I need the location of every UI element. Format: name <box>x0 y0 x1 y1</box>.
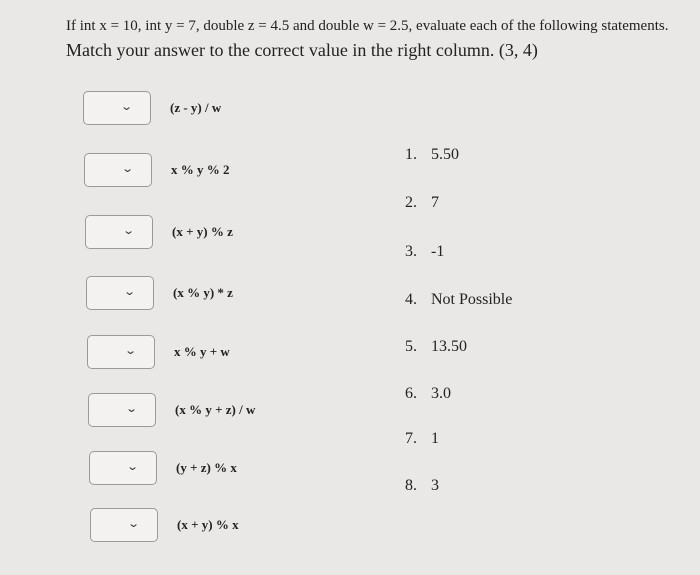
statement-expression: (x + y) % z <box>172 224 233 239</box>
option-value: Not Possible <box>431 291 513 308</box>
answer-dropdown[interactable] <box>90 508 158 542</box>
match-row <box>85 214 233 250</box>
statement-expression: (x % y + z) / w <box>175 402 256 417</box>
option-number: 2. <box>405 194 417 211</box>
option-value: -1 <box>431 243 445 260</box>
option-value: 1 <box>431 430 439 447</box>
answer-dropdown[interactable] <box>89 451 157 485</box>
option-number: 8. <box>405 477 417 494</box>
option-value: 7 <box>431 194 439 211</box>
question-line-2: Match your answer to the correct value in the right column. (3, 4) <box>66 40 538 60</box>
answer-dropdown[interactable] <box>86 276 154 310</box>
chevron-down-icon: ⌄ <box>121 163 135 175</box>
answer-dropdown[interactable] <box>88 393 156 427</box>
match-row <box>83 90 221 126</box>
statement-expression: (x % y) * z <box>173 285 233 300</box>
option-value: 3.0 <box>431 385 451 402</box>
option-value: 5.50 <box>431 146 459 163</box>
answer-option <box>405 243 444 261</box>
answer-option <box>405 291 512 309</box>
answer-option <box>405 146 459 164</box>
chevron-down-icon: ⌄ <box>120 101 134 113</box>
question-line-1: If int x = 10, int y = 7, double z = 4.5 and double w = 2.5, evaluate each of the following statements. <box>66 18 669 34</box>
statement-expression: x % y + w <box>174 344 230 359</box>
answer-option <box>405 194 439 212</box>
answer-option <box>405 385 451 403</box>
option-value: 3 <box>431 477 439 494</box>
chevron-down-icon: ⌄ <box>122 225 136 237</box>
answer-option <box>405 430 439 448</box>
chevron-down-icon: ⌄ <box>125 403 139 415</box>
option-number: 1. <box>405 146 417 163</box>
statement-expression: (y + z) % x <box>176 460 237 475</box>
match-row <box>87 334 230 370</box>
option-number: 5. <box>405 338 417 355</box>
match-row <box>89 450 237 486</box>
chevron-down-icon: ⌄ <box>126 461 140 473</box>
chevron-down-icon: ⌄ <box>127 518 141 530</box>
answer-dropdown[interactable] <box>84 153 152 187</box>
answer-dropdown[interactable] <box>83 91 151 125</box>
option-value: 13.50 <box>431 338 467 355</box>
chevron-down-icon: ⌄ <box>124 345 138 357</box>
statement-expression: (x + y) % x <box>177 517 239 532</box>
statement-expression: (z - y) / w <box>170 100 222 115</box>
option-number: 7. <box>405 430 417 447</box>
match-row <box>88 392 255 428</box>
match-row <box>86 275 233 311</box>
answer-dropdown[interactable] <box>87 335 155 369</box>
match-row <box>84 152 230 188</box>
chevron-down-icon: ⌄ <box>123 286 137 298</box>
option-number: 6. <box>405 385 417 402</box>
statement-expression: x % y % 2 <box>171 162 230 177</box>
answer-option <box>405 338 467 356</box>
option-number: 4. <box>405 291 417 308</box>
answer-dropdown[interactable] <box>85 215 153 249</box>
match-row <box>90 507 239 543</box>
answer-option <box>405 477 439 495</box>
option-number: 3. <box>405 243 417 260</box>
